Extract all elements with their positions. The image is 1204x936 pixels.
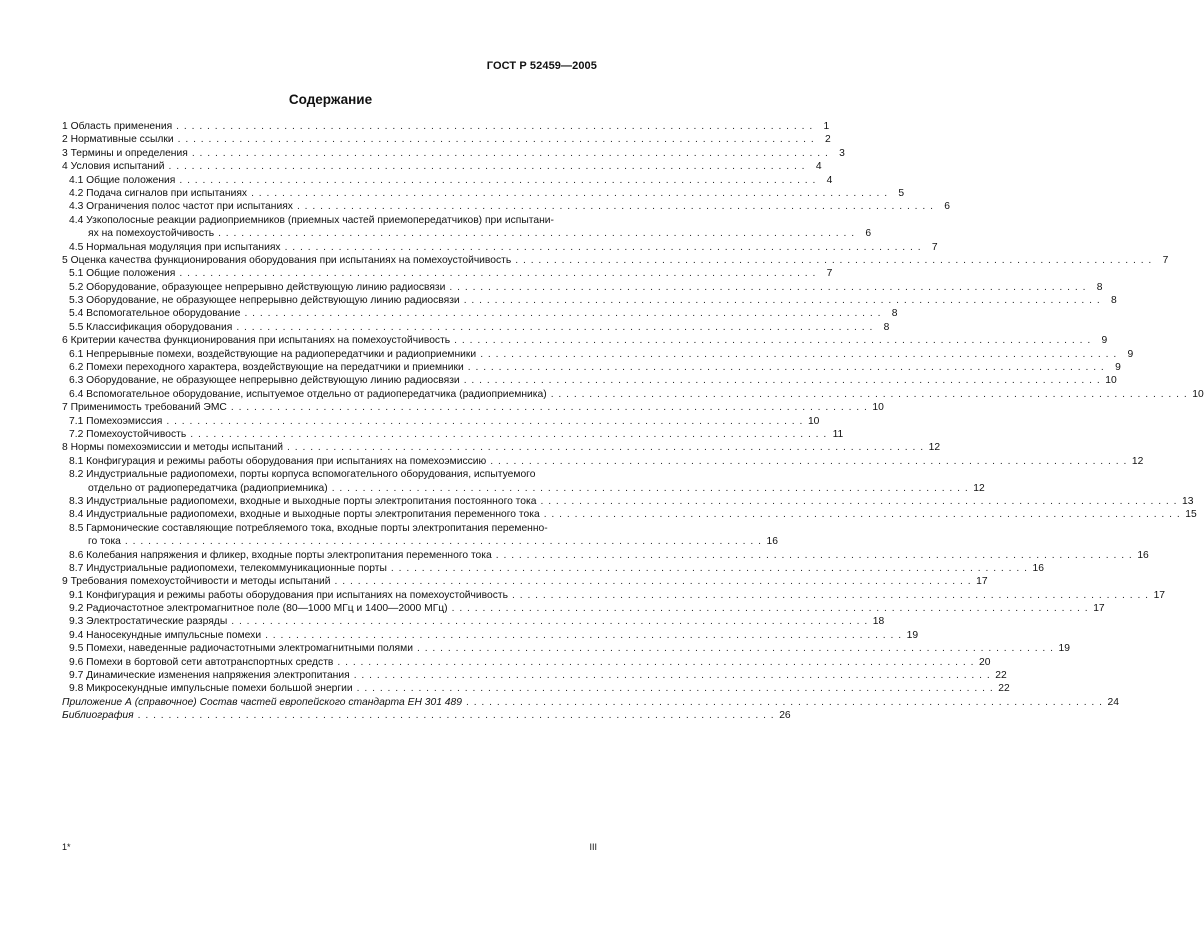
toc-entry-page: 22 [998,683,1010,695]
toc-entry-page: 9 [1101,335,1108,347]
toc-entry-page: 4 [826,174,833,186]
toc-entry-title: 9.4 Наносекундные импульсные помехи [69,629,262,641]
toc-entry-title: 5.2 Оборудование, образующее непрерывно действующую линию радиосвязи [69,281,446,293]
toc-entry-page: 8 [883,321,890,333]
toc-entry-title: 6.2 Помехи переходного характера, воздействующие на передатчики и приемники [69,362,464,374]
toc-leader-dots [417,642,1054,655]
toc-entry [62,187,905,200]
toc-entry [62,415,820,428]
toc-leader-dots [480,348,1117,361]
toc-entry-page: 5 [898,187,905,199]
toc-entry [62,334,1108,347]
toc-entry-title: 4.1 Общие положения [69,174,176,186]
toc-entry-page: 4 [815,161,822,173]
toc-leader-dots [125,535,762,548]
toc-entry-title: 6.4 Вспомогательное оборудование, испытуемое отдельно от радиопередатчика (радиоприемника) [69,388,547,400]
document-code: ГОСТ Р 52459—2005 [486,60,597,72]
toc-entry [62,321,890,334]
toc-entry [62,241,938,254]
toc-entry-title: 8.2 Индустриальные радиопомехи, порты корпуса вспомогательного оборудования, испытуемого [69,469,536,481]
toc-entry-page: 17 [1153,589,1166,601]
toc-entry-page: 12 [928,442,941,454]
toc-entry-title: 8.4 Индустриальные радиопомехи, входные и выходные порты электропитания переменного тока [69,509,540,521]
toc-entry-page: 26 [779,710,791,722]
toc-entry-page: 19 [906,629,919,641]
toc-leader-dots [244,307,881,320]
toc-leader-dots [176,120,813,133]
toc-entry-page: 7 [826,268,833,280]
toc-entry [62,589,1166,602]
toc-entry-title: 8 Нормы помехоэмиссии и методы испытаний [62,442,284,454]
toc-entry-title: 5.5 Классификация оборудования [69,321,233,333]
toc-entry-title: 1 Область применения [62,121,173,132]
toc-entry [62,602,1105,615]
toc-entry-page: 17 [976,576,988,588]
toc-entry-title: Приложение А (справочное) Состав частей европейского стандарта ЕН 301 489 [62,696,462,708]
toc-leader-dots [357,682,994,695]
toc-entry-title: 4.2 Подача сигналов при испытаниях [69,187,248,199]
toc-entry [62,200,950,213]
toc-leader-dots [464,374,1101,387]
toc-entry-page: 10 [1105,375,1117,387]
toc-entry-page: 6 [865,228,872,240]
toc-leader-dots [490,455,1127,468]
toc-entry-page: 12 [973,482,985,494]
toc-entry [62,401,884,414]
page-title: Содержание [288,92,373,107]
toc-entry-title: 5.1 Общие положения [69,268,176,280]
toc-leader-dots [190,428,827,441]
toc-entry-page: 2 [824,134,831,146]
toc-entry [62,174,833,187]
toc-leader-dots [466,696,1103,709]
toc-entry-page: 24 [1107,696,1120,708]
toc-entry-title: 9.8 Микросекундные импульсные помехи большой энергии [69,683,353,695]
toc-entry-title: 2 Нормативные ссылки [62,134,174,146]
toc-entry-title: 8.6 Колебания напряжения и фликер, входные порты электропитания переменного тока [69,549,492,561]
toc-leader-dots [544,508,1181,521]
toc-leader-dots [391,562,1028,575]
toc-entry-title: 5.3 Оборудование, не образующее непрерывно действующую линию радиосвязи [69,295,460,307]
toc-entry [62,267,833,280]
toc-entry-page: 3 [839,147,845,159]
toc-entry [62,562,1044,575]
toc-entry-title: 9.3 Электростатические разряды [69,616,228,628]
toc-entry [62,682,1010,695]
toc-entry [62,133,831,146]
toc-entry-page: 13 [1182,495,1194,507]
toc-entry-title: 5 Оценка качества функционирования оборудования при испытаниях на помехоустойчивость [62,254,512,266]
toc-entry [62,428,844,441]
toc-leader-dots [169,160,806,173]
toc-leader-dots [332,482,969,495]
toc-entry-page: 10 [1192,388,1204,400]
toc-entry-page: 8 [891,308,898,320]
toc-entry-title: го тока [88,536,121,548]
toc-entry-page: 9 [1127,348,1134,360]
toc-entry-page: 10 [872,402,884,414]
toc-leader-dots [179,174,816,187]
toc-leader-dots [496,549,1133,562]
toc-entry-title: 8.3 Индустриальные радиопомехи, входные и выходные порты электропитания постоянного тока [69,495,537,507]
toc-leader-dots [354,669,991,682]
toc-leader-dots [192,147,829,160]
toc-entry-title: 9.7 Динамические изменения напряжения электропитания [69,670,350,682]
toc-leader-dots [218,227,855,240]
toc-leader-dots [285,241,922,254]
toc-entry-page: 6 [944,201,950,213]
toc-entry [62,669,1007,682]
toc-entry [62,549,1149,562]
footer-page-number: III [589,842,597,852]
toc-entry-title: 6.1 Непрерывные помехи, воздействующие на радиопередатчики и радиоприемники [69,348,477,360]
toc-entry [62,495,1194,508]
footer-sheet-mark: 1* [62,842,71,852]
toc-entry [62,254,1169,267]
toc-leader-dots [551,388,1188,401]
toc-entry [62,575,988,588]
toc-entry [62,160,822,173]
toc-entry-page: 16 [1137,549,1149,561]
toc-entry-title: 9.2 Радиочастотное электромагнитное поле (80—1000 МГц и 1400—2000 МГц) [69,603,448,615]
toc-entry [62,709,791,722]
toc-entry [62,147,845,160]
toc-entry [62,348,1134,361]
toc-entry-page: 10 [807,415,820,427]
toc-entry-page: 18 [872,616,885,628]
toc-leader-dots [335,575,972,588]
toc-entry [62,307,898,320]
toc-leader-dots [236,321,873,334]
toc-entry-title: ях на помехоустойчивость [88,228,215,240]
toc-leader-dots [337,656,974,669]
toc-entry-page: 7 [1162,254,1169,266]
toc-leader-dots [454,334,1091,347]
toc-entry-page: 1 [823,121,830,132]
toc-entry-page: 7 [931,241,938,253]
toc-entry [62,388,1204,401]
toc-leader-dots [166,415,803,428]
toc-entry-title: 3 Термины и определения [62,147,188,159]
toc-entry-title: 6.3 Оборудование, не образующее непрерывно действующую линию радиосвязи [69,375,460,387]
toc-entry-title: 8.5 Гармонические составляющие потребляемого тока, входные порты электропитания переменно- [69,522,548,534]
toc-entry [62,522,599,535]
toc-entry [62,120,830,133]
toc-entry-page: 19 [1058,643,1071,655]
toc-entry [62,374,1117,387]
toc-entry-title: 4 Условия испытаний [62,161,165,173]
toc-entry-title: отдельно от радиопередатчика (радиоприемника) [88,482,328,494]
toc-entry-title: 9 Требования помехоустойчивости и методы испытаний [62,576,331,588]
toc-leader-dots [297,200,934,213]
toc-entry-title: Библиография [62,710,134,722]
toc-entry-title: 7 Применимость требований ЭМС [62,402,227,414]
toc-entry-title: 4.5 Нормальная модуляция при испытаниях [69,241,281,253]
toc-entry [62,227,872,240]
toc-entry [62,482,985,495]
toc-entry-page: 9 [1115,362,1121,374]
toc-entry-title: 9.1 Конфигурация и режимы работы оборудования при испытаниях на помехоустойчивость [69,589,508,601]
toc-entry [62,468,599,481]
toc-entry-title: 8.1 Конфигурация и режимы работы оборудования при испытаниях на помехоэмиссию [69,455,487,467]
toc-entry [62,294,1117,307]
toc-leader-dots [468,361,1105,374]
toc-leader-dots [138,709,775,722]
toc-entry [62,656,991,669]
toc-entry-page: 20 [978,656,991,668]
toc-leader-dots [464,294,1101,307]
toc-leader-dots [452,602,1089,615]
toc-entry-page: 16 [766,536,778,548]
toc-entry-title: 4.3 Ограничения полос частот при испытаниях [69,201,293,213]
table-of-contents [62,120,1204,723]
toc-entry [62,214,599,227]
toc-entry-title: 8.7 Индустриальные радиопомехи, телекоммуникационные порты [69,562,387,574]
toc-entry [62,535,778,548]
toc-leader-dots [449,281,1086,294]
toc-entry-title: 9.6 Помехи в бортовой сети автотранспортных средств [69,656,334,668]
toc-leader-dots [540,495,1177,508]
toc-leader-dots [231,401,868,414]
toc-entry-page: 17 [1093,603,1105,615]
toc-leader-dots [251,187,888,200]
toc-leader-dots [265,629,902,642]
toc-entry [62,696,1120,709]
toc-entry-page: 12 [1131,455,1144,467]
toc-entry [62,441,941,454]
toc-entry [62,455,1144,468]
toc-leader-dots [287,441,924,454]
toc-entry-title: 6 Критерии качества функционирования при испытаниях на помехоустойчивость [62,335,451,347]
toc-leader-dots [178,133,815,146]
toc-entry-title: 7.1 Помехоэмиссия [69,415,163,427]
toc-entry-title: 7.2 Помехоустойчивость [69,428,187,440]
toc-leader-dots [515,254,1152,267]
toc-entry-title: 4.4 Узкополосные реакции радиоприемников (приемных частей приемопередатчиков) при испытани- [69,214,554,226]
toc-entry-page: 22 [995,670,1007,682]
toc-entry [62,629,919,642]
toc-leader-dots [512,589,1149,602]
toc-entry-title: 9.5 Помехи, наведенные радиочастотными электромагнитными полями [69,643,413,655]
toc-entry [62,508,1197,521]
toc-entry [62,615,885,628]
toc-entry-page: 8 [1096,281,1103,293]
toc-entry [62,281,1103,294]
toc-entry-title: 5.4 Вспомогательное оборудование [69,308,241,320]
toc-leader-dots [179,267,816,280]
toc-entry [62,642,1071,655]
toc-leader-dots [231,615,868,628]
toc-entry-page: 15 [1185,509,1197,521]
toc-entry-page: 11 [832,428,844,440]
toc-entry-page: 8 [1111,295,1117,307]
toc-entry-page: 16 [1032,562,1044,574]
toc-entry [62,361,1121,374]
